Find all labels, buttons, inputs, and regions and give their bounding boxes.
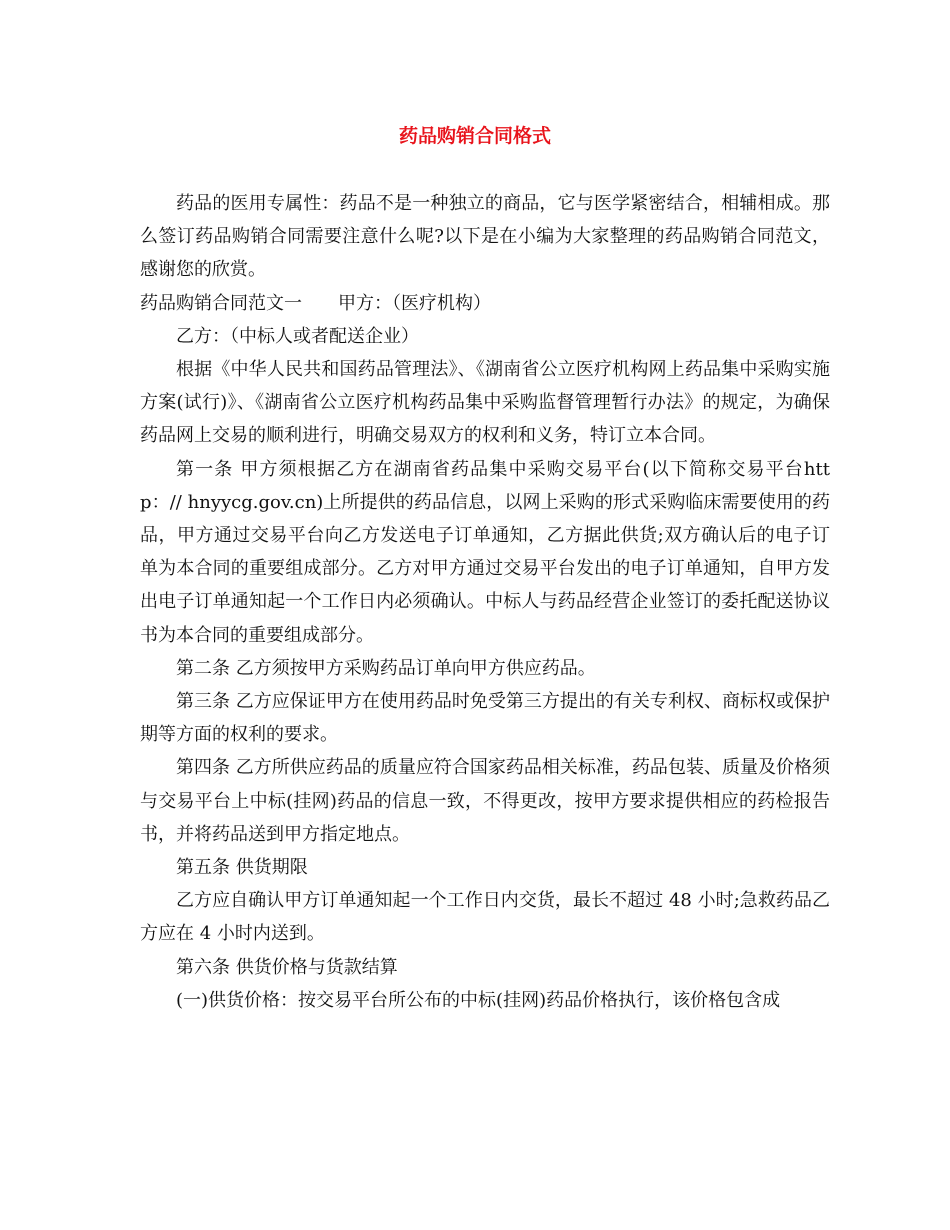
article-1: 第一条 甲方须根据乙方在湖南省药品集中采购交易平台(以下简称交易平台http：// hnyycg.gov.cn)上所提供的药品信息，以网上采购的形式采购临床需要使用的药品，甲方通过交易平台向乙方发送电子订单通知，乙方据此供货;双方确认后的电子订单为本合同的重要组成部分。乙方对甲方通过交易平台发出的电子订单通知，自甲方发出电子订单通知起一个工作日内必须确认。中标人与药品经营企业签订的委托配送协议书为本合同的重要组成部分。 [140,458,830,646]
party-a: 甲方：（医疗机构） [338,292,491,314]
article-5-heading: 第五条 供货期限 [176,857,308,879]
article-2: 第二条 乙方须按甲方采购药品订单向甲方供应药品。 [176,657,596,679]
intro-paragraph: 药品的医用专属性：药品不是一种独立的商品，它与医学紧密结合，相辅相成。那么签订药品购销合同需要注意什么呢?以下是在小编为大家整理的药品购销合同范文，感谢您的欣赏。 [140,193,830,281]
party-b: 乙方：（中标人或者配送企业） [176,325,419,347]
document-title: 药品购销合同格式 [398,125,551,147]
document-body [140,187,830,1017]
preamble-paragraph: 根据《中华人民共和国药品管理法》、《湖南省公立医疗机构网上药品集中采购实施方案(试行)》、《湖南省公立医疗机构药品集中采购监督管理暂行办法》的规定，为确保药品网上交易的顺利进行，明确交易双方的权利和义务，特订立本合同。 [140,359,830,447]
article-6-heading: 第六条 供货价格与货款结算 [176,956,398,978]
article-4: 第四条 乙方所供应药品的质量应符合国家药品相关标准，药品包装、质量及价格须与交易平台上中标(挂网)药品的信息一致，不得更改，按甲方要求提供相应的药检报告书，并将药品送到甲方指定地点。 [140,757,830,845]
article-5-body: 乙方应自确认甲方订单通知起一个工作日内交货，最长不超过 48 小时;急救药品乙方应在 4 小时内送到。 [140,890,830,945]
sample-heading-line [140,287,830,320]
sample-heading: 药品购销合同范文一 [140,292,302,314]
article-6-item-1: (一)供货价格：按交易平台所公布的中标(挂网)药品价格执行，该价格包含成 [176,989,781,1011]
article-3: 第三条 乙方应保证甲方在使用药品时免受第三方提出的有关专利权、商标权或保护期等方面的权利的要求。 [140,691,830,746]
